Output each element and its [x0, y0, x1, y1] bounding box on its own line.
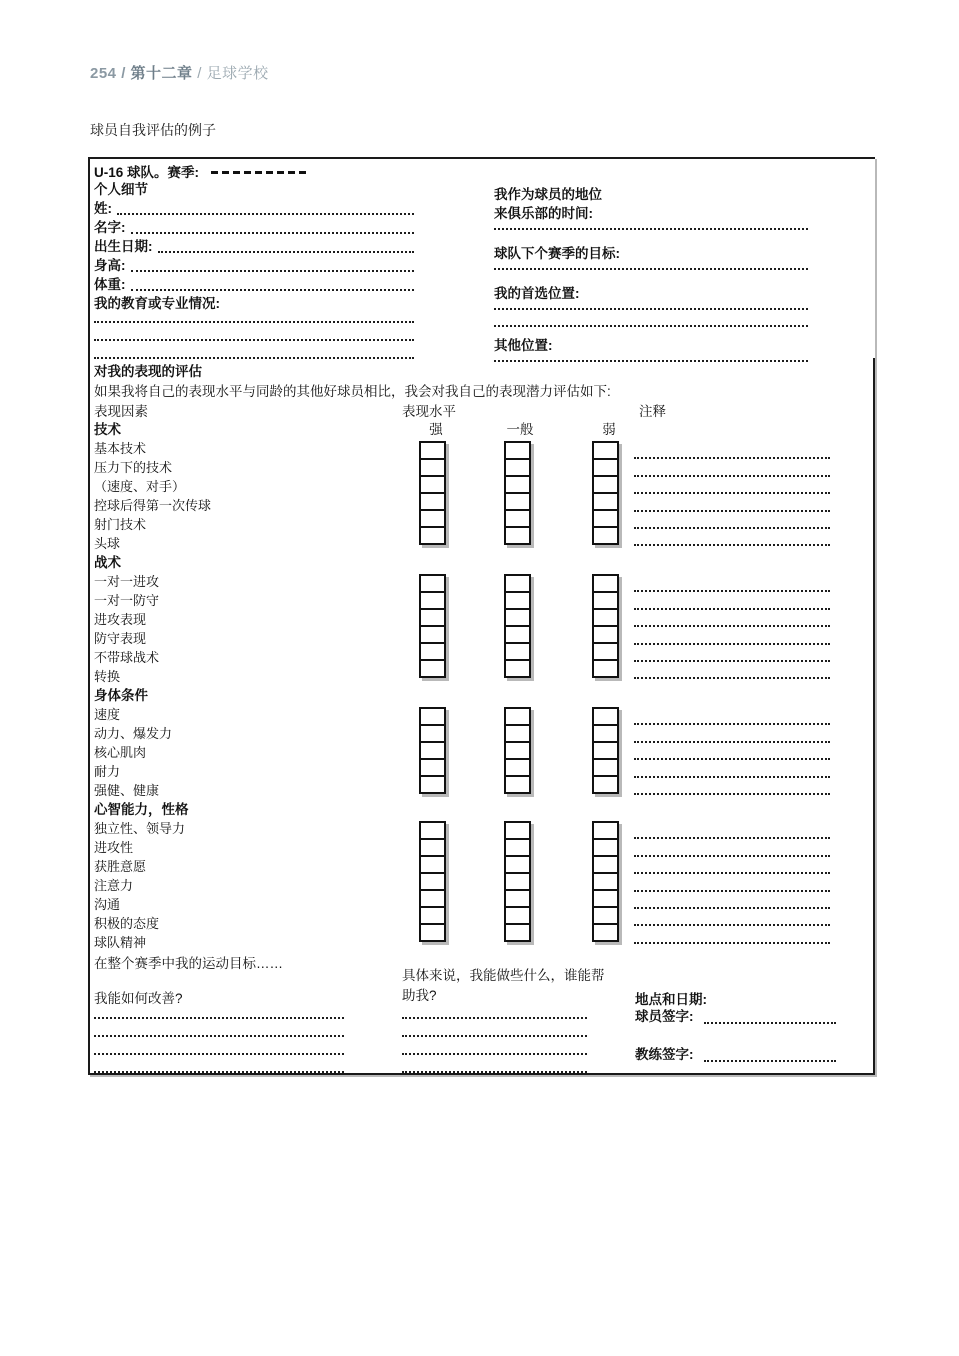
- section-heading: 战术: [94, 555, 121, 570]
- comment-line: [634, 743, 830, 760]
- rating-checkbox: [504, 509, 531, 528]
- rating-checkbox-stack: [504, 707, 531, 794]
- doc-title: 球员自我评估的例子: [90, 122, 216, 138]
- rating-checkbox-stack: [592, 441, 619, 545]
- answer-line: [94, 1019, 344, 1037]
- factor-label: 球队精神: [94, 935, 147, 950]
- rating-checkbox: [592, 642, 619, 661]
- field-answer-line: [131, 232, 415, 234]
- rating-checkbox: [592, 775, 619, 794]
- comment-line: [634, 760, 830, 777]
- rating-checkbox: [504, 475, 531, 494]
- field-label: 姓:: [94, 201, 112, 216]
- personal-details-block: [94, 161, 414, 359]
- rating-checkbox: [504, 526, 531, 545]
- improve-question: 我能如何改善?: [94, 991, 183, 1006]
- education-label: 我的教育或专业情况:: [94, 296, 220, 311]
- comment-line: [634, 529, 830, 546]
- answer-line: [94, 1004, 344, 1019]
- rating-checkbox: [592, 458, 619, 477]
- team-goal-label: 球队下个赛季的目标:: [494, 246, 620, 261]
- answer-line: [494, 316, 808, 327]
- comment-line: [634, 645, 830, 662]
- rating-checkbox: [592, 821, 619, 840]
- comment-line: [634, 610, 830, 627]
- field-answer-line: [131, 289, 415, 291]
- coach-signature-line: [704, 1049, 836, 1062]
- rating-checkbox: [504, 906, 531, 925]
- factor-label: 独立性、领导力: [94, 821, 186, 836]
- factor-label: 头球: [94, 536, 121, 551]
- rating-checkbox: [504, 758, 531, 777]
- rating-checkbox: [504, 458, 531, 477]
- rating-checkbox: [504, 923, 531, 942]
- rating-checkbox: [504, 625, 531, 644]
- rating-checkbox: [592, 574, 619, 593]
- section-heading: 技术: [94, 422, 121, 437]
- factor-label: 进攻表现: [94, 612, 147, 627]
- rating-checkbox-stack: [592, 574, 619, 678]
- factor-label: 一对一进攻: [94, 574, 160, 589]
- comment-line: [634, 592, 830, 609]
- rating-checkbox-stack: [592, 821, 619, 942]
- factor-label: 压力下的技术: [94, 460, 173, 475]
- rating-checkbox: [504, 872, 531, 891]
- factor-label: 获胜意愿: [94, 859, 147, 874]
- field-row: [94, 275, 414, 294]
- comment-line: [634, 575, 830, 592]
- factor-label: （速度、对手）: [94, 479, 186, 494]
- comment-lines: [634, 575, 830, 679]
- rating-checkbox: [592, 475, 619, 494]
- field-label: 出生日期:: [94, 239, 153, 254]
- answer-line: [494, 351, 808, 362]
- rating-checkbox: [504, 492, 531, 511]
- rating-checkbox: [592, 758, 619, 777]
- player-status-heading: 我作为球员的地位: [494, 187, 602, 202]
- answer-line: [94, 341, 414, 359]
- specific-answer-lines: [402, 1004, 587, 1073]
- rating-checkbox: [592, 608, 619, 627]
- column-header-factor: 表现因素: [94, 404, 148, 419]
- section-heading: 心智能力，性格: [94, 802, 189, 817]
- comment-line: [634, 662, 830, 679]
- rating-checkbox: [592, 724, 619, 743]
- rating-checkbox: [504, 775, 531, 794]
- comment-line: [634, 926, 830, 943]
- comment-line: [634, 839, 830, 856]
- level-header-strong: 强: [429, 422, 443, 437]
- rating-checkbox: [592, 872, 619, 891]
- column-header-comments: 注释: [639, 404, 666, 419]
- answer-line: [402, 1055, 587, 1073]
- rating-checkbox: [504, 707, 531, 726]
- answer-line: [494, 219, 808, 230]
- personal-details-heading: 个人细节: [94, 182, 148, 197]
- rating-checkbox: [592, 492, 619, 511]
- comment-line: [634, 725, 830, 742]
- rating-checkbox: [592, 441, 619, 460]
- rating-checkbox: [504, 889, 531, 908]
- improve-answer-lines: [94, 1004, 344, 1073]
- header-separator: /: [192, 65, 207, 82]
- comment-line: [634, 442, 830, 459]
- factor-label: 不带球战术: [94, 650, 160, 665]
- comment-lines: [634, 708, 830, 795]
- player-signature-line: [704, 1011, 836, 1024]
- education-answer-lines: [94, 313, 414, 359]
- comment-line: [634, 477, 830, 494]
- page-header: [90, 62, 269, 83]
- comment-line: [634, 822, 830, 839]
- rating-checkbox: [504, 608, 531, 627]
- section-heading: 身体条件: [94, 688, 148, 703]
- rating-checkbox: [592, 889, 619, 908]
- field-answer-line: [117, 213, 414, 215]
- field-label: 身高:: [94, 258, 126, 273]
- answer-line: [94, 1055, 344, 1073]
- rating-checkbox-stack: [504, 821, 531, 942]
- factor-label: 射门技术: [94, 517, 147, 532]
- assessment-intro: 如果我将自己的表现水平与同龄的其他好球员相比，我会对我自己的表现潜力评估如下:: [94, 384, 611, 399]
- assessment-heading: 对我的表现的评估: [94, 364, 202, 379]
- season-goal-note: 在整个赛季中我的运动目标……: [94, 956, 283, 971]
- factor-label: 控球后得第一次传球: [94, 498, 212, 513]
- rating-checkbox: [592, 591, 619, 610]
- comment-line: [634, 627, 830, 644]
- comment-line: [634, 857, 830, 874]
- rating-checkbox: [504, 855, 531, 874]
- rating-checkbox: [592, 659, 619, 678]
- season-dash-line: [211, 171, 306, 174]
- field-answer-line: [131, 270, 415, 272]
- player-signature-row: [635, 1009, 836, 1024]
- factor-label: 进攻性: [94, 840, 134, 855]
- place-date-label: 地点和日期:: [635, 992, 707, 1007]
- rating-checkbox-stack: [592, 707, 619, 794]
- answer-line: [94, 313, 414, 323]
- factor-label: 转换: [94, 669, 121, 684]
- comment-lines: [634, 822, 830, 944]
- header-separator: /: [116, 65, 131, 82]
- field-row: [94, 218, 414, 237]
- rating-checkbox: [504, 441, 531, 460]
- assessment-form: [88, 157, 875, 1075]
- level-header-average: 一般: [506, 422, 534, 437]
- factor-label: 注意力: [94, 878, 134, 893]
- book-section-label: 足球学校: [206, 65, 269, 82]
- rating-checkbox: [504, 642, 531, 661]
- factor-label: 强健、健康: [94, 783, 160, 798]
- coach-signature-label: 教练签字:: [635, 1047, 694, 1062]
- comment-line: [634, 909, 830, 926]
- rating-checkbox-stack: [504, 441, 531, 545]
- field-label: 体重:: [94, 277, 126, 292]
- field-row: [94, 237, 414, 256]
- factor-label: 防守表现: [94, 631, 147, 646]
- player-signature-label: 球员签字:: [635, 1009, 694, 1024]
- answer-line: [402, 1004, 587, 1019]
- field-row: [94, 199, 414, 218]
- factor-label: 耐力: [94, 764, 121, 779]
- rating-checkbox: [504, 574, 531, 593]
- other-position-label: 其他位置:: [494, 338, 553, 353]
- level-header-weak: 弱: [602, 422, 616, 437]
- answer-line: [94, 323, 414, 341]
- rating-checkbox-stack: [504, 574, 531, 678]
- form-right-border: [873, 358, 875, 1073]
- comment-line: [634, 778, 830, 795]
- player-status-block: [494, 159, 808, 369]
- rating-checkbox: [592, 707, 619, 726]
- rating-checkbox: [504, 821, 531, 840]
- comment-line: [634, 512, 830, 529]
- factor-label: 一对一防守: [94, 593, 160, 608]
- preferred-position-label: 我的首选位置:: [494, 286, 580, 301]
- rating-checkbox: [592, 625, 619, 644]
- rating-checkbox: [504, 838, 531, 857]
- comment-line: [634, 459, 830, 476]
- answer-line: [494, 259, 808, 270]
- comment-line: [634, 494, 830, 511]
- chapter-label: 第十二章: [130, 65, 193, 82]
- club-time-label: 来俱乐部的时间:: [494, 206, 593, 221]
- field-answer-line: [158, 251, 415, 253]
- comment-line: [634, 892, 830, 909]
- field-label: 名字:: [94, 220, 126, 235]
- rating-checkbox: [592, 906, 619, 925]
- comment-lines: [634, 442, 830, 546]
- coach-signature-row: [635, 1047, 836, 1062]
- rating-checkbox: [592, 923, 619, 942]
- factor-label: 核心肌肉: [94, 745, 147, 760]
- factor-label: 积极的态度: [94, 916, 160, 931]
- answer-line: [402, 1037, 587, 1055]
- comment-line: [634, 708, 830, 725]
- rating-checkbox: [592, 838, 619, 857]
- column-header-level: 表现水平: [402, 404, 456, 419]
- rating-checkbox: [592, 741, 619, 760]
- rating-checkbox: [504, 659, 531, 678]
- rating-checkbox: [504, 741, 531, 760]
- factor-column: [94, 420, 424, 952]
- factor-label: 基本技术: [94, 441, 147, 456]
- factor-label: 沟通: [94, 897, 121, 912]
- rating-checkbox: [592, 526, 619, 545]
- specific-help-question: 具体来说，我能做些什么，谁能帮助我?: [402, 968, 605, 1003]
- team-season-row: [94, 161, 414, 180]
- answer-line: [494, 299, 808, 310]
- rating-checkbox: [504, 724, 531, 743]
- team-season-label: U-16 球队。赛季:: [94, 164, 200, 180]
- field-row: [94, 256, 414, 275]
- answer-line: [94, 1037, 344, 1055]
- rating-checkbox: [592, 855, 619, 874]
- factor-label: 动力、爆发力: [94, 726, 173, 741]
- rating-checkbox: [504, 591, 531, 610]
- factor-label: 速度: [94, 707, 121, 722]
- rating-checkbox: [592, 509, 619, 528]
- page-number: 254: [90, 65, 117, 82]
- answer-line: [402, 1019, 587, 1037]
- personal-fields: [94, 199, 414, 294]
- comment-line: [634, 874, 830, 891]
